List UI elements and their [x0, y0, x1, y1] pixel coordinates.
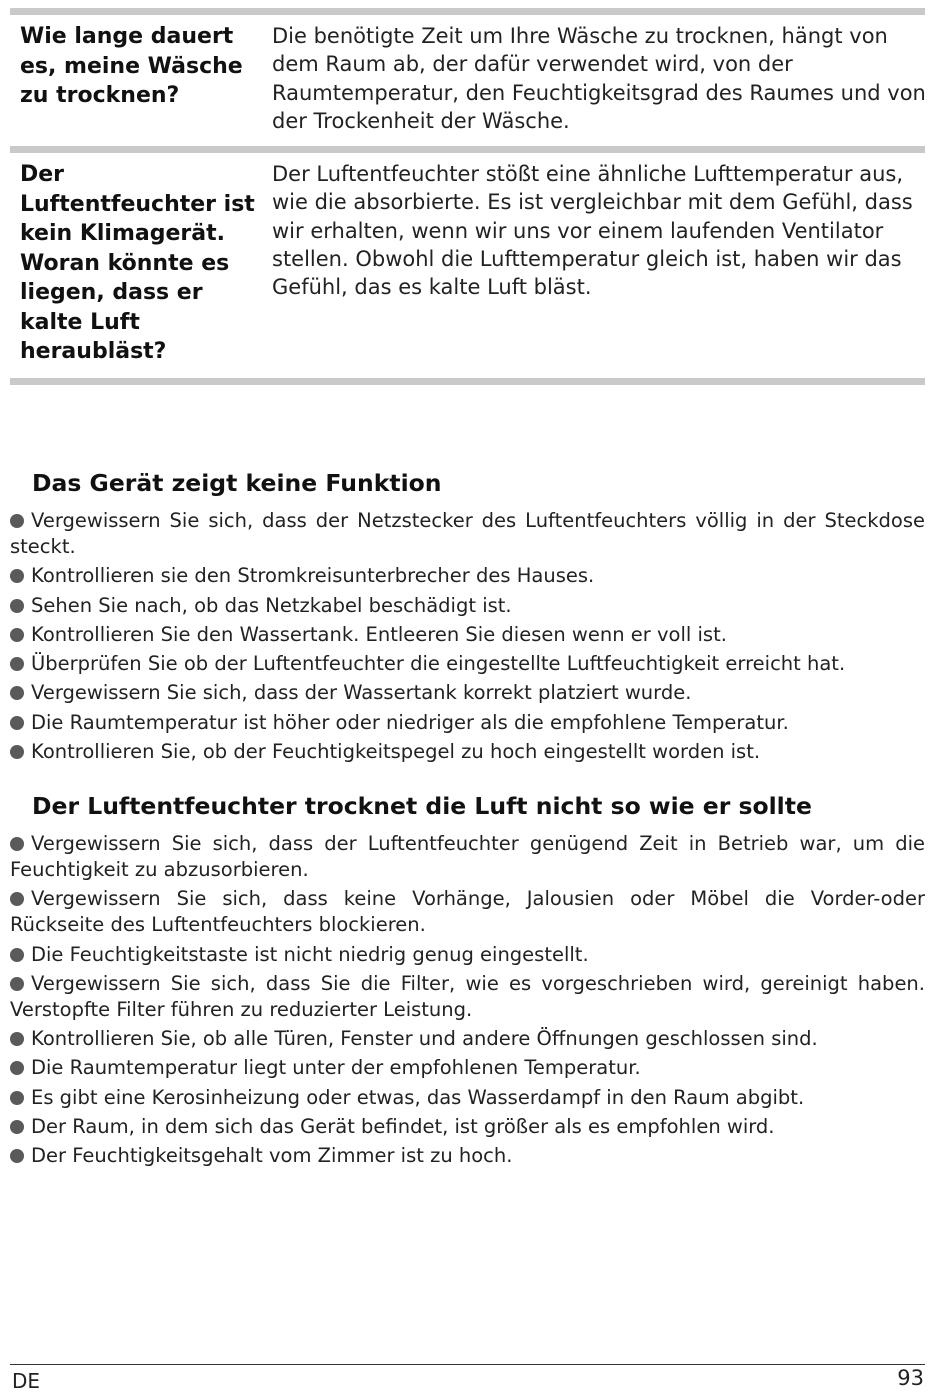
list-item-text: Die Feuchtigkeitstaste ist nicht niedrig genug eingestellt.	[31, 942, 589, 966]
list-item	[10, 739, 925, 765]
list-item-text: Die Raumtemperatur ist höher oder niedriger als die empfohlene Temperatur.	[31, 710, 789, 734]
faq-answer: Die benötigte Zeit um Ihre Wäsche zu trocknen, hängt von dem Raum ab, der dafür verwendet wird, von der Raumtemperatur, den Feuchtigkeitsgrad des Raumes und von der Trockenheit der Wäsche.	[272, 24, 926, 133]
list-item	[10, 1055, 925, 1081]
bullet-icon	[10, 657, 24, 671]
bullet-icon	[10, 1091, 24, 1105]
faq-question: Der Luftentfeuchter ist kein Klimagerät. Woran könnte es liegen, dass er kalte Luft heraubläst?	[20, 162, 255, 364]
bullet-icon	[10, 837, 24, 851]
bullet-icon	[10, 1149, 24, 1163]
list-item	[10, 710, 925, 736]
list-item	[10, 831, 925, 883]
bullet-icon	[10, 948, 24, 962]
bullet-icon	[10, 1120, 24, 1134]
bullet-icon	[10, 599, 24, 613]
page-number: 93	[897, 1366, 924, 1390]
list-item	[10, 942, 925, 968]
bullet-icon	[10, 745, 24, 759]
list-item-text: Kontrollieren sie den Stromkreisunterbrecher des Hauses.	[31, 564, 595, 588]
list-item	[10, 1085, 925, 1111]
table-top-rule	[10, 8, 925, 15]
list-item-text: Vergewissern Sie sich, dass der Netzstecker des Luftentfeuchters völlig in der Steckdose steckt.	[10, 509, 925, 558]
faq-question: Wie lange dauert es, meine Wäsche zu trocknen?	[20, 24, 243, 108]
table-bottom-rule	[10, 378, 925, 385]
list-item-text: Kontrollieren Sie den Wassertank. Entleeren Sie diesen wenn er voll ist.	[31, 622, 727, 646]
list-item	[10, 622, 925, 648]
list-item-text: Vergewissern Sie sich, dass der Wassertank korrekt platziert wurde.	[31, 681, 692, 705]
list-item-text: Vergewissern Sie sich, dass Sie die Filter, wie es vorgeschrieben wird, gereinigt haben. Verstopfte Filter führen zu reduzierter Leistung.	[10, 971, 925, 1021]
bullet-icon	[10, 1061, 24, 1075]
list-item-text: Es gibt eine Kerosinheizung oder etwas, das Wasserdampf in den Raum abgibt.	[31, 1085, 805, 1109]
list-item-text: Vergewissern Sie sich, dass keine Vorhänge, Jalousien oder Möbel die Vorder-oder Rückseite des Luftentfeuchters blockieren.	[10, 887, 925, 937]
list-item-text: Sehen Sie nach, ob das Netzkabel beschädigt ist.	[31, 593, 512, 617]
list-item-text: Der Feuchtigkeitsgehalt vom Zimmer ist zu hoch.	[31, 1144, 513, 1168]
bullet-icon	[10, 1032, 24, 1046]
faq-answer: Der Luftentfeuchter stößt eine ähnliche Lufttemperatur aus, wie die absorbierte. Es ist vergleichbar mit dem Gefühl, dass wir erhalten, wenn wir uns vor einem laufenden Ventilator stellen. Obwohl die Lufttemperatur gleich ist, haben wir das Gefühl, das es kalte Luft bläst.	[272, 162, 913, 300]
section-title-no-function: Das Gerät zeigt keine Funktion	[32, 469, 442, 497]
no-function-checklist	[10, 508, 925, 768]
list-item	[10, 651, 925, 677]
list-item	[10, 1026, 925, 1052]
list-item	[10, 1143, 925, 1169]
list-item-text: Der Raum, in dem sich das Gerät befindet, ist größer als es empfohlen wird.	[31, 1115, 775, 1139]
footer-language: DE	[12, 1369, 41, 1393]
list-item	[10, 508, 925, 560]
bullet-icon	[10, 977, 24, 991]
list-item-text: Überprüfen Sie ob der Luftentfeuchter die eingestellte Luftfeuchtigkeit erreicht hat.	[31, 652, 846, 676]
list-item-text: Kontrollieren Sie, ob der Feuchtigkeitspegel zu hoch eingestellt worden ist.	[31, 740, 761, 764]
list-item	[10, 971, 925, 1023]
bullet-icon	[10, 569, 24, 583]
list-item-text: Die Raumtemperatur liegt unter der empfohlenen Temperatur.	[31, 1056, 641, 1080]
bullet-icon	[10, 514, 24, 528]
bullet-icon	[10, 628, 24, 642]
table-row-divider	[10, 146, 925, 153]
bullet-icon	[10, 716, 24, 730]
bullet-icon	[10, 686, 24, 700]
list-item-text: Vergewissern Sie sich, dass der Luftentfeuchter genügend Zeit in Betrieb war, um die Feuchtigkeit zu abzusorbieren.	[10, 832, 925, 881]
footer-rule	[10, 1364, 925, 1365]
not-drying-checklist	[10, 831, 925, 1173]
list-item	[10, 563, 925, 589]
section-title-not-drying: Der Luftentfeuchter trocknet die Luft nicht so wie er sollte	[32, 792, 812, 820]
list-item	[10, 1114, 925, 1140]
list-item	[10, 593, 925, 619]
list-item	[10, 886, 925, 938]
list-item-text: Kontrollieren Sie, ob alle Türen, Fenster und andere Öffnungen geschlossen sind.	[31, 1027, 818, 1051]
bullet-icon	[10, 892, 24, 906]
list-item	[10, 680, 925, 706]
